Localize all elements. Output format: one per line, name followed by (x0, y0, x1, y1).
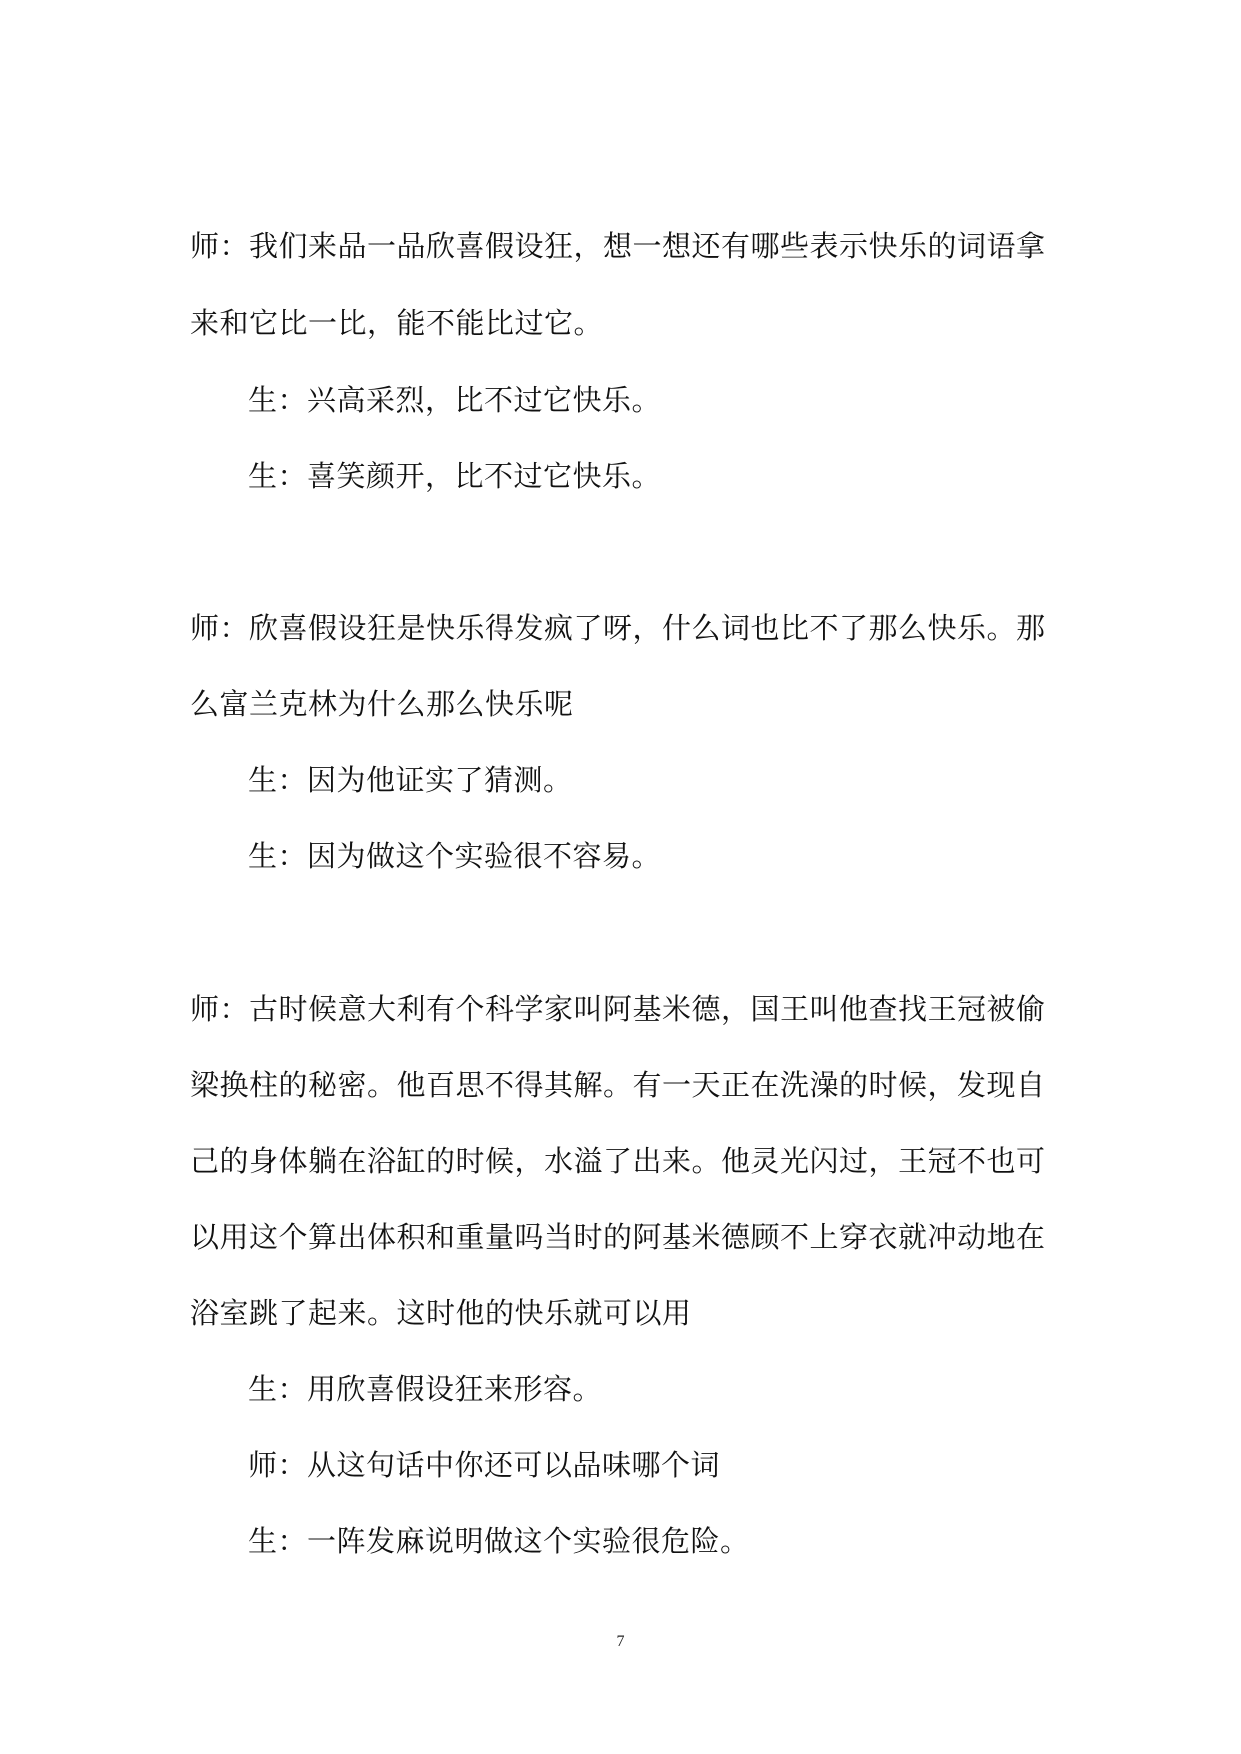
student-response-5: 生：用欣喜假设狂来形容。 (248, 1372, 603, 1406)
paragraph-teacher-3-line-4: 以用这个算出体积和重量吗当时的阿基米德顾不上穿衣就冲动地在 (190, 1220, 1046, 1254)
student-response-1: 生：兴高采烈，比不过它快乐。 (248, 383, 662, 417)
student-response-4: 生：因为做这个实验很不容易。 (248, 839, 662, 873)
student-response-2: 生：喜笑颜开，比不过它快乐。 (248, 459, 662, 493)
student-response-3: 生：因为他证实了猜测。 (248, 763, 573, 797)
paragraph-teacher-3-line-2: 梁换柱的秘密。他百思不得其解。有一天正在洗澡的时候，发现自 (190, 1068, 1046, 1102)
paragraph-teacher-3-line-5: 浴室跳了起来。这时他的快乐就可以用 (190, 1296, 692, 1330)
paragraph-teacher-1-line-2: 来和它比一比，能不能比过它。 (190, 306, 604, 340)
paragraph-teacher-1-line-1: 师：我们来品一品欣喜假设狂，想一想还有哪些表示快乐的词语拿 (190, 229, 1046, 263)
paragraph-teacher-2-line-2: 么富兰克林为什么那么快乐呢 (190, 687, 574, 721)
teacher-question: 师：从这句话中你还可以品味哪个词 (248, 1448, 721, 1482)
student-response-6: 生：一阵发麻说明做这个实验很危险。 (248, 1524, 750, 1558)
paragraph-teacher-2-line-1: 师：欣喜假设狂是快乐得发疯了呀，什么词也比不了那么快乐。那 (190, 611, 1046, 645)
paragraph-teacher-3-line-1: 师：古时候意大利有个科学家叫阿基米德，国王叫他查找王冠被偷 (190, 992, 1046, 1026)
paragraph-teacher-3-line-3: 己的身体躺在浴缸的时候，水溢了出来。他灵光闪过，王冠不也可 (190, 1144, 1046, 1178)
page-number: 7 (616, 1633, 625, 1650)
